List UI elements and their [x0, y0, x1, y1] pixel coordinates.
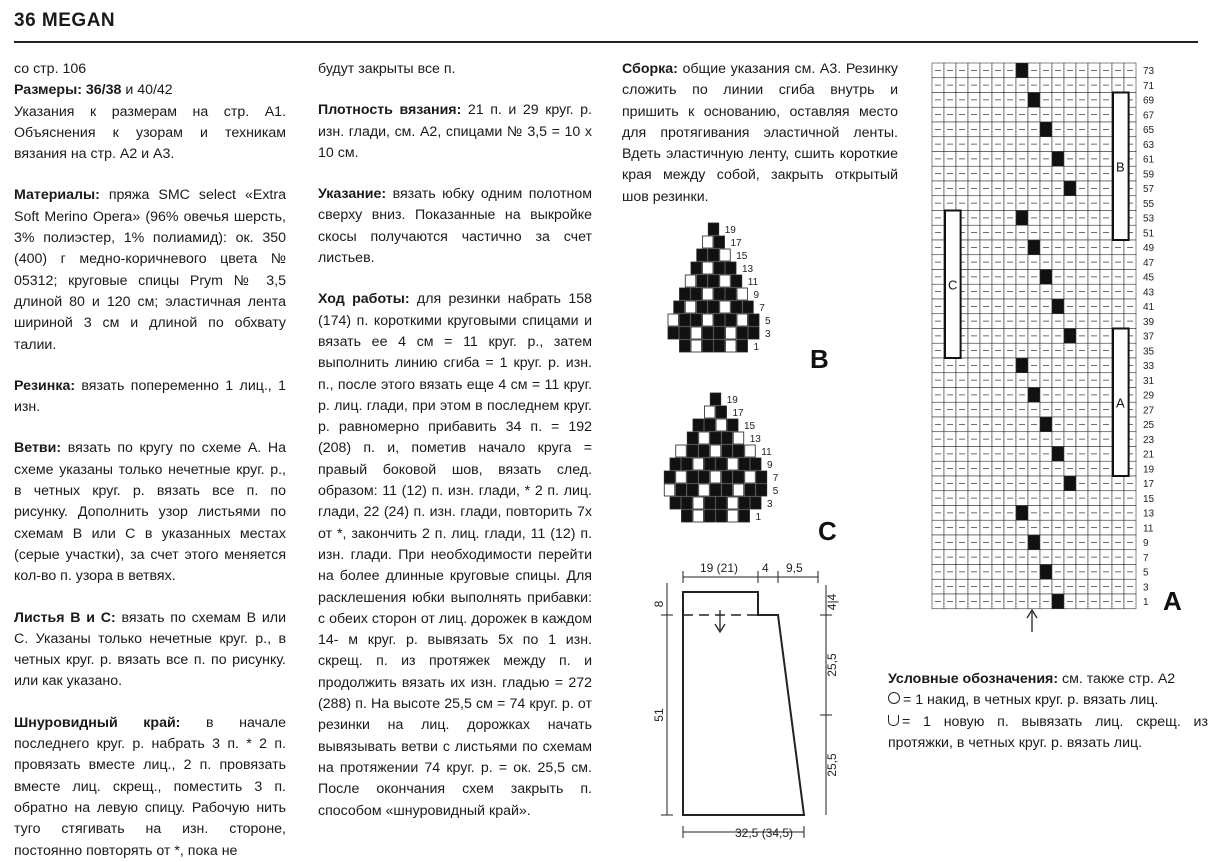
- row-number: 33: [1143, 361, 1155, 372]
- row-number: 13: [742, 264, 754, 275]
- chart-cell: [733, 471, 744, 483]
- chart-cell: [668, 314, 679, 326]
- row-number: 55: [1143, 198, 1155, 210]
- chart-cell: [722, 432, 733, 444]
- chart-cell: [726, 327, 737, 339]
- chart-c-label: C: [818, 516, 837, 546]
- chart-cell: [716, 510, 727, 522]
- chart-cell: [716, 406, 727, 418]
- chart-a-label: A: [1163, 586, 1182, 616]
- chart-cell: [739, 510, 750, 522]
- schema-outline: [683, 592, 804, 815]
- chart-cell: [737, 314, 748, 326]
- chart-cell: [756, 484, 767, 496]
- chart-cell: [751, 497, 762, 509]
- dim-band-right: 4|4: [825, 593, 839, 611]
- leaves: Листья В и С: вязать по схемам В или С. Указаны только нечетные круг. р., в четных круг. р. вязать все п. по рисунку. или как указано.: [14, 609, 286, 690]
- row-number: 35: [1143, 346, 1155, 358]
- chart-cell: [676, 471, 687, 483]
- skirt-schema: [683, 592, 804, 815]
- row-number: 29: [1143, 390, 1155, 402]
- chart-cell: [699, 432, 710, 444]
- chart-cell: [703, 314, 714, 326]
- chart-cell: [691, 327, 702, 339]
- chart-cell: [708, 223, 719, 235]
- row-number: 9: [1143, 538, 1149, 549]
- row-number: 3: [1143, 582, 1149, 594]
- chart-cell: [726, 314, 737, 326]
- row-number: 13: [749, 434, 761, 445]
- row-number: 21: [1143, 449, 1155, 461]
- chart-cell: [1016, 211, 1028, 226]
- cord-edge: Шнуровидный край: в начале последнего круг. р. набрать 3 п. * 2 п. провязать вместе лиц., 2 п. провязать вместе лиц. скрещ., поместить 3 п. обратно на левую спицу. Рабочую нить туго стягивать на изн. стороне, постоянно повторять от *, пока не: [14, 714, 286, 859]
- row-number: 1: [1143, 597, 1149, 608]
- chart-cell: [733, 445, 744, 457]
- chart-cell: [1016, 63, 1028, 78]
- dim-top-step: 4: [762, 561, 769, 575]
- legend-title: Условные обозначения: см. также стр. А2: [888, 671, 1176, 687]
- chart-cell: [697, 249, 708, 261]
- dim-bottom-width: 32,5 (34,5): [735, 826, 794, 840]
- chart-cell: [716, 497, 727, 509]
- chart-cell: [697, 275, 708, 287]
- chart-cell: [710, 445, 721, 457]
- chart-cell: [691, 340, 702, 352]
- gauge: Плотность вязания: 21 п. и 29 круг. р. изн. глади, см. А2, спицами № 3,5 = 10 х 10 см.: [318, 102, 592, 161]
- see-page: со стр. 106: [14, 61, 87, 77]
- chart-cell: [708, 275, 719, 287]
- chart-cell: [720, 249, 731, 261]
- row-number: 15: [744, 421, 756, 432]
- chart-cell: [710, 393, 721, 405]
- chart-cell: [699, 484, 710, 496]
- chart-cell: [703, 340, 714, 352]
- chart-cell: [1028, 388, 1040, 403]
- chart-cell: [722, 484, 733, 496]
- legend-yo: = 1 накид, в четных круг. р. вязать лиц.: [888, 690, 1208, 711]
- row-number: 19: [726, 395, 738, 406]
- chart-cell: [693, 510, 704, 522]
- chart-cell: [710, 484, 721, 496]
- row-number: 61: [1143, 154, 1155, 166]
- chart-cell: [720, 275, 731, 287]
- chart-cell: [703, 236, 714, 248]
- chart-cell: [687, 484, 698, 496]
- row-number: 51: [1143, 228, 1155, 240]
- chart-cell: [745, 471, 756, 483]
- row-number: 27: [1143, 405, 1155, 417]
- chart-cell: [731, 301, 742, 313]
- chart-cell: [676, 484, 687, 496]
- chart-cell: [705, 406, 716, 418]
- chart-cell: [693, 458, 704, 470]
- chart-cell: [708, 249, 719, 261]
- chart-cell: [714, 340, 725, 352]
- chart-cell: [1028, 240, 1040, 255]
- row-number: 13: [1143, 508, 1155, 520]
- chart-cell: [749, 327, 760, 339]
- chart-cell: [728, 419, 739, 431]
- chart-cell: [739, 497, 750, 509]
- chart-cell: [714, 288, 725, 300]
- chart-cell: [670, 458, 681, 470]
- size-instructions: Указания к размерам на стр. А1. Объяснения к узорам и техникам вязания на стр. А2 и А3.: [14, 103, 286, 163]
- chart-cell: [668, 327, 679, 339]
- row-number: 63: [1143, 139, 1155, 151]
- chart-cell: [705, 510, 716, 522]
- chart-cell: [714, 314, 725, 326]
- note: Указание: вязать юбку одним полотном сверху вниз. Показанные на выкройке скосы получаются частично за счет листьев.: [318, 186, 592, 267]
- chart-cell: [737, 340, 748, 352]
- branches: Ветви: вязать по кругу по схеме А. На схеме указаны только нечетные круг. р., в четных круг. р. вязать все п. по рисунку. Дополнить узор листьями по схемам В или С в указанных местах (серые участки), за счет этого меняется кол-во п. узора в ветвях.: [14, 440, 286, 585]
- chart-cell: [756, 471, 767, 483]
- chart-cell: [705, 458, 716, 470]
- chart-cell: [1016, 358, 1028, 373]
- chart-cell: [699, 445, 710, 457]
- dim-top-width: 19 (21): [700, 561, 739, 575]
- chart-b: [668, 223, 771, 353]
- row-number: 5: [772, 486, 779, 497]
- chart-cell: [1064, 476, 1076, 491]
- row-number: 23: [1143, 434, 1155, 446]
- inc-symbol-icon: [888, 715, 899, 726]
- chart-cell: [682, 458, 693, 470]
- chart-cell: [720, 301, 731, 313]
- row-number: 45: [1143, 272, 1155, 284]
- chart-cell: [728, 497, 739, 509]
- chart-cell: [680, 327, 691, 339]
- chart-cell: [751, 458, 762, 470]
- row-number: 49: [1143, 243, 1155, 254]
- chart-cell: [687, 445, 698, 457]
- row-number: 43: [1143, 287, 1155, 299]
- chart-cell: [716, 419, 727, 431]
- row-number: 15: [1143, 493, 1155, 505]
- row-number: 9: [767, 460, 773, 471]
- chart-cell: [664, 484, 675, 496]
- legend: [888, 669, 1208, 754]
- yo-symbol-icon: [888, 692, 900, 704]
- assembly: Сборка: общие указания см. А3. Резинку сложить по линии сгиба внутрь и пришить к основанию, оставляя место для протягивания эластичной ленты. Вдеть эластичную ленту, сшить короткие края между собой, закрыть открытый шов резинки.: [622, 61, 898, 205]
- chart-cell: [687, 432, 698, 444]
- chart-cell: [745, 445, 756, 457]
- row-number: 71: [1143, 80, 1155, 92]
- dim-upper-height: 25,5: [825, 653, 839, 677]
- chart-cell: [680, 340, 691, 352]
- work-process: Ход работы: для резинки набрать 158 (174) п. короткими круговыми спицами и вязать ее 4 см = 11 круг. р., затем выполнить линию сгиба = 1 круг. р. изн. п., после этого вязать еще 4 см = 11 круг. р. лиц. глади, при этом в последнем круг. р. равномерно прибавить 34 п. = 192 (208) п. и, пометив начало круга = правый боковой шов, вязать след. образом: 11 (12) п. изн. глади, * 2 п. лиц. глади, 22 (24) п. изн. глади, повторить 7х от *, закончить 2 п. лиц. глади, 11 (12) п. изн. глади. При необходимости перейти на более длинные круговые спицы. Для расклешения юбки выполнять прибавки: с обеих сторон от лиц. дорожек в каждом 14- м круг. р. вывязать 5х по 1 изн. скрещ. п. из протяжек между п. и продолжить вязать их изн. гладью = 272 (288) п. На высоте 25,5 см = 74 круг. р. от резинки на лиц. дорожках начать вывязывать ветви с листьями по схемам на протяжении 74 круг. р. = ок. 25,5 см. После окончания схем закрыть п. способом «шнуровидный край».: [318, 291, 592, 819]
- chart-cell: [699, 471, 710, 483]
- row-number: 11: [747, 277, 759, 288]
- chart-cell: [1028, 93, 1040, 108]
- chart-cell: [682, 497, 693, 509]
- row-number: 69: [1143, 95, 1155, 107]
- chart-cell: [710, 432, 721, 444]
- chart-cell: [728, 458, 739, 470]
- chart-cell: [687, 471, 698, 483]
- chart-cell: [1016, 506, 1028, 521]
- row-number: 37: [1143, 331, 1155, 343]
- chart-cell: [722, 471, 733, 483]
- chart-cell: [703, 262, 714, 274]
- chart-cell: [1040, 270, 1052, 285]
- row-number: 59: [1143, 169, 1155, 181]
- chart-cell: [664, 471, 675, 483]
- chart-cell: [722, 445, 733, 457]
- chart-cell: [691, 262, 702, 274]
- row-number: 17: [732, 408, 744, 419]
- chart-cell: [731, 275, 742, 287]
- chart-cell: [685, 275, 696, 287]
- row-number: 67: [1143, 110, 1155, 122]
- chart-cell: [714, 236, 725, 248]
- rib: Резинка: вязать попеременно 1 лиц., 1 изн.: [14, 377, 286, 416]
- chart-c: [664, 393, 779, 523]
- chart-cell: [1052, 299, 1064, 314]
- row-number: 53: [1143, 213, 1155, 225]
- chart-cell: [745, 484, 756, 496]
- region-b-label: B: [1116, 159, 1125, 175]
- legend-inc: = 1 новую п. вывязать лиц. скрещ. из протяжки, в четных круг. р. вязать лиц.: [888, 713, 1208, 751]
- region-c-label: C: [948, 277, 958, 293]
- chart-cell: [703, 288, 714, 300]
- chart-cell: [716, 458, 727, 470]
- row-number: 47: [1143, 257, 1155, 269]
- region-a-label: A: [1116, 395, 1125, 411]
- chart-cell: [685, 301, 696, 313]
- row-number: 39: [1143, 316, 1155, 328]
- dim-total-height: 51: [652, 708, 666, 722]
- row-number: 41: [1143, 302, 1155, 313]
- chart-cell: [739, 458, 750, 470]
- chart-cell: [726, 340, 737, 352]
- row-number: 1: [755, 512, 762, 523]
- chart-cell: [1064, 329, 1076, 344]
- dim-top-flare: 9,5: [786, 561, 803, 575]
- row-number: 19: [1143, 464, 1155, 476]
- row-number: 5: [1143, 567, 1149, 579]
- chart-cell: [749, 314, 760, 326]
- chart-cell: [1040, 565, 1052, 580]
- chart-cell: [705, 419, 716, 431]
- chart-cell: [743, 301, 754, 313]
- row-number: 5: [765, 316, 771, 327]
- chart-cell: [1040, 122, 1052, 137]
- chart-cell: [1052, 447, 1064, 462]
- row-number: 3: [765, 329, 771, 340]
- chart-cell: [714, 262, 725, 274]
- row-number: 11: [1143, 523, 1154, 535]
- chart-cell: [680, 288, 691, 300]
- row-number: 7: [772, 473, 779, 484]
- chart-cell: [733, 484, 744, 496]
- row-number: 17: [1143, 479, 1155, 490]
- chart-cell: [697, 301, 708, 313]
- dim-band-height: 8: [652, 600, 666, 608]
- chart-cell: [1064, 181, 1076, 196]
- materials: Материалы: пряжа SMC select «Extra Soft Merino Opera» (96% овечья шерсть, 3% полиэстер, 1% полиамид): ок. 350 (400) г медно-коричневого цвета № 05312; круговые спицы Prym № 3,5 длиной 80 и 120 см; эластичная лента шириной 3 см и длиной по обхвату талии.: [14, 187, 286, 353]
- chart-cell: [682, 510, 693, 522]
- chart-cell: [1052, 594, 1064, 609]
- chart-a: [932, 63, 1155, 609]
- dim-lower-height: 25,5: [825, 753, 839, 777]
- chart-cell: [1052, 152, 1064, 167]
- chart-cell: [728, 510, 739, 522]
- chart-cell: [1028, 535, 1040, 550]
- row-number: 1: [753, 342, 760, 353]
- chart-cell: [693, 419, 704, 431]
- sizes: Размеры: 36/38 и 40/42: [14, 82, 173, 99]
- row-number: 65: [1143, 125, 1155, 136]
- chart-cell: [680, 314, 691, 326]
- row-number: 9: [753, 290, 760, 301]
- row-number: 15: [736, 251, 748, 262]
- chart-cell: [670, 497, 681, 509]
- row-number: 7: [759, 303, 765, 314]
- cont-text: будут закрыты все п.: [318, 61, 456, 77]
- row-number: 11: [761, 447, 772, 458]
- row-number: 25: [1143, 420, 1155, 431]
- chart-cell: [705, 497, 716, 509]
- chart-cell: [737, 288, 748, 300]
- chart-cell: [714, 327, 725, 339]
- page-title: 36 MEGAN: [14, 10, 116, 31]
- chart-b-label: B: [810, 344, 829, 374]
- row-number: 17: [730, 238, 742, 249]
- row-number: 19: [724, 225, 736, 236]
- chart-cell: [726, 288, 737, 300]
- row-number: 31: [1143, 375, 1155, 387]
- chart-cell: [710, 471, 721, 483]
- chart-cell: [737, 327, 748, 339]
- chart-cell: [733, 432, 744, 444]
- chart-cell: [676, 445, 687, 457]
- schema-dimensions: [661, 571, 832, 838]
- row-number: 7: [1143, 552, 1149, 564]
- chart-cell: [691, 288, 702, 300]
- chart-cell: [726, 262, 737, 274]
- row-number: 3: [767, 499, 773, 510]
- chart-cell: [708, 301, 719, 313]
- chart-cell: [674, 301, 685, 313]
- chart-cell: [1040, 417, 1052, 432]
- row-number: 57: [1143, 184, 1155, 195]
- chart-cell: [693, 497, 704, 509]
- row-number: 73: [1143, 66, 1155, 77]
- chart-cell: [703, 327, 714, 339]
- chart-cell: [691, 314, 702, 326]
